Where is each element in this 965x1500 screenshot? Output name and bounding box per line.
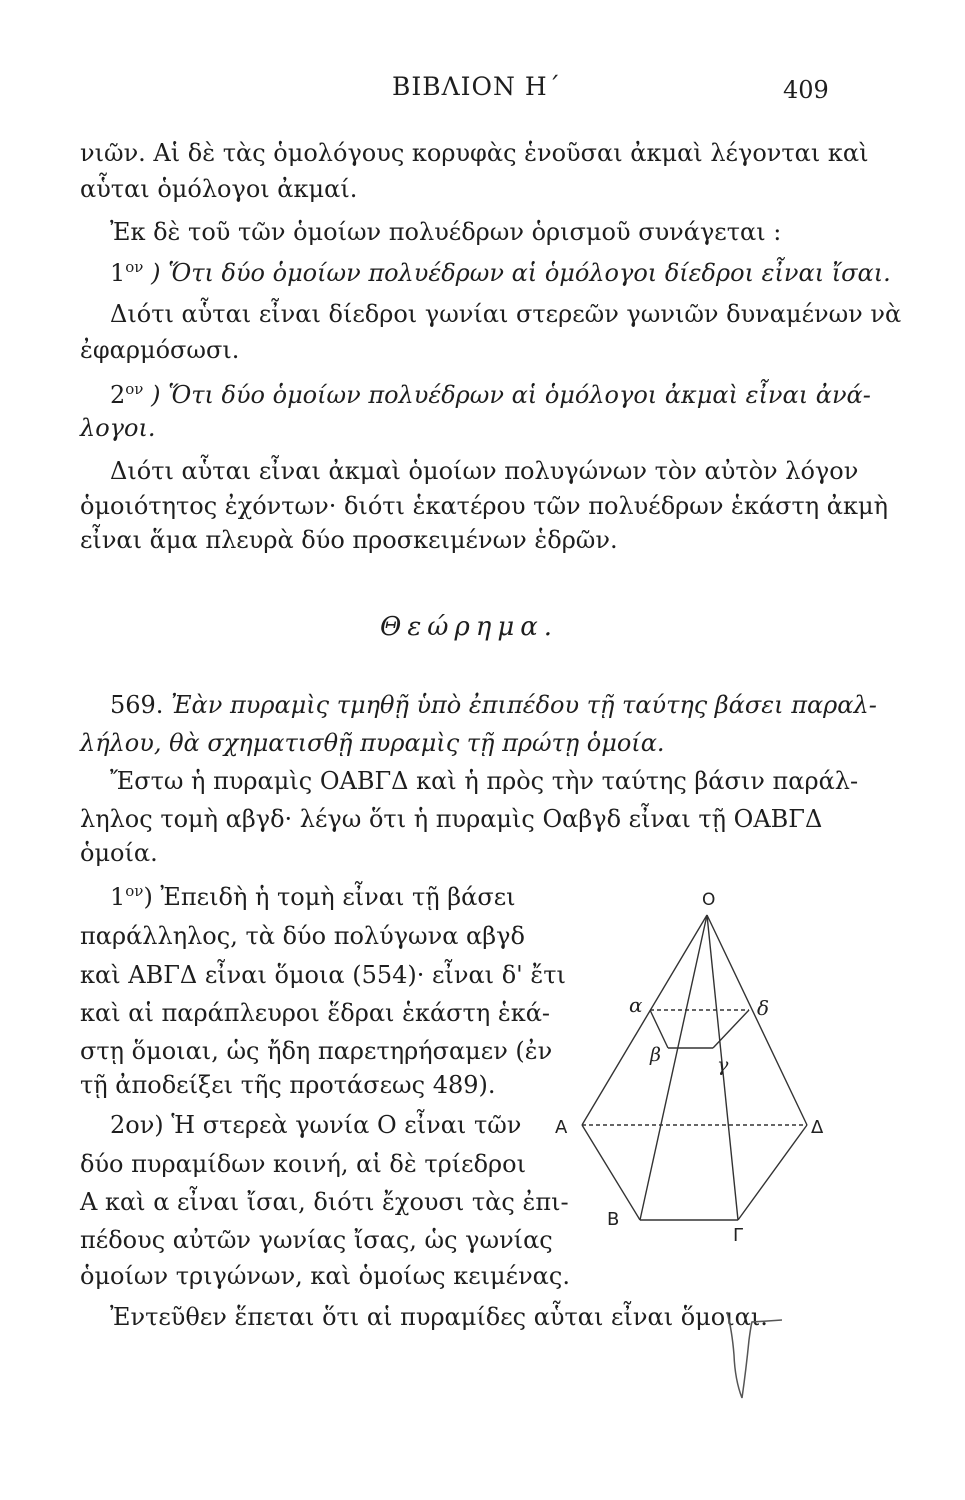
proof-2-line-3: Α καὶ α εἶναι ἴσαι, διότι ἔχουσι τὰς ἐπι- bbox=[80, 1188, 569, 1216]
point-2-statement-line-2: λογοι. bbox=[80, 414, 156, 442]
theorem-statement-line-1 bbox=[110, 690, 877, 720]
page-header bbox=[0, 70, 965, 110]
theorem-heading: Θεώρημα. bbox=[380, 612, 559, 642]
point-2-statement-line-1 bbox=[110, 380, 871, 410]
label-D: Δ bbox=[811, 1117, 824, 1138]
label-B: Β bbox=[607, 1209, 620, 1230]
proof-1-ordinal: ον bbox=[125, 882, 144, 900]
label-beta: β bbox=[650, 1044, 661, 1066]
point-1-statement bbox=[110, 258, 891, 288]
point-2-text: ) Ὅτι δύο ὁμοίων πολυέδρων αἱ ὁμόλογοι ἀκμαὶ εἶναι ἀνά- bbox=[151, 381, 871, 409]
proof-1-line-3: καὶ ΑΒΓΔ εἶναι ὅμοια (554)· εἶναι δ' ἔτι bbox=[80, 961, 566, 989]
label-A: Α bbox=[555, 1117, 568, 1138]
point-2-proof-line-2: ὁμοιότητος ἐχόντων· διότι ἑκατέρου τῶν πολυέδρων ἑκάστη ἀκμὴ bbox=[80, 492, 888, 520]
point-2-proof-line-3: εἶναι ἅμα πλευρὰ δύο προσκειμένων ἑδρῶν. bbox=[80, 526, 618, 554]
label-alpha: α bbox=[629, 993, 643, 1017]
intro-line-1: νιῶν. Αἱ δὲ τὰς ὁμολόγους κορυφὰς ἑνοῦσαι ἀκμαὶ λέγονται καὶ bbox=[80, 139, 869, 167]
proof-2-line-2: δύο πυραμίδων κοινή, αἱ δὲ τρίεδροι bbox=[80, 1150, 526, 1178]
intro-line-2: αὗται ὁμόλογοι ἀκμαί. bbox=[80, 175, 358, 203]
page-number: 409 bbox=[783, 76, 829, 104]
proof-1-line-2: παράλληλος, τὰ δύο πολύγωνα αβγδ bbox=[80, 922, 525, 950]
theorem-setup-line-3: ὁμοία. bbox=[80, 839, 158, 867]
point-2-proof-line-1: Διότι αὗται εἶναι ἀκμαὶ ὁμοίων πολυγώνων τὸν αὐτὸν λόγον bbox=[110, 457, 859, 485]
proof-1-text: ) Ἐπειδὴ ἡ τομὴ εἶναι τῇ βάσει bbox=[143, 883, 516, 911]
point-1-number: 1 bbox=[110, 259, 126, 287]
proof-1-line-1 bbox=[110, 882, 516, 912]
proof-1-line-6: τῇ ἀποδείξει τῆς προτάσεως 489). bbox=[80, 1071, 496, 1099]
label-apex: O bbox=[702, 890, 716, 910]
proof-2-line-4: πέδους αὐτῶν γωνίας ἴσας, ὡς γωνίας bbox=[80, 1226, 553, 1254]
theorem-statement-text: Ἐὰν πυραμὶς τμηθῇ ὑπὸ ἐπιπέδου τῇ ταύτης βάσει παραλ- bbox=[171, 691, 877, 719]
label-gamma: γ bbox=[717, 1054, 729, 1076]
conclusion-line: Ἐντεῦθεν ἕπεται ὅτι αἱ πυραμίδες αὗται εἶναι ὅμοιαι. bbox=[110, 1303, 768, 1331]
point-1-proof-line-1: Διότι αὗται εἶναι δίεδροι γωνίαι στερεῶν γωνιῶν δυναμένων νὰ bbox=[110, 300, 902, 328]
proof-1-line-5: στῃ ὅμοιαι, ὡς ἤδη παρετηρήσαμεν (ἐν bbox=[80, 1037, 553, 1065]
end-of-proof-mark bbox=[722, 1310, 792, 1400]
point-1-ordinal: ον bbox=[125, 258, 144, 276]
intro-line-3: Ἐκ δὲ τοῦ τῶν ὁμοίων πολυέδρων ὁρισμοῦ συνάγεται : bbox=[110, 218, 782, 246]
proof-2-line-1: 2ον) Ἡ στερεὰ γωνία Ο εἶναι τῶν bbox=[110, 1111, 522, 1139]
label-G: Γ bbox=[733, 1225, 744, 1246]
theorem-setup-line-1: Ἔστω ἡ πυραμὶς ΟΑΒΓΔ καὶ ἡ πρὸς τὴν ταύτης βάσιν παράλ- bbox=[110, 767, 859, 795]
pyramid-figure bbox=[545, 885, 840, 1275]
section-ab bbox=[650, 1010, 668, 1048]
base-GD bbox=[738, 1125, 807, 1220]
theorem-number: 569. bbox=[110, 691, 164, 719]
edge-OD bbox=[707, 915, 807, 1125]
label-delta: δ bbox=[757, 996, 770, 1020]
proof-2-line-5: ὁμοίων τριγώνων, καὶ ὁμοίως κειμένας. bbox=[80, 1262, 570, 1290]
edge-OB bbox=[640, 915, 707, 1220]
running-title: ΒΙΒΛΙΟΝ Η΄ bbox=[392, 72, 562, 101]
theorem-statement-line-2: λήλου, θὰ σχηματισθῇ πυραμὶς τῇ πρώτῃ ὁμοία. bbox=[80, 729, 665, 757]
point-1-text: ) Ὅτι δύο ὁμοίων πολυέδρων αἱ ὁμόλογοι δίεδροι εἶναι ἴσαι. bbox=[151, 259, 891, 287]
base-AB bbox=[582, 1125, 640, 1220]
point-1-proof-line-2: ἐφαρμόσωσι. bbox=[80, 336, 240, 364]
proof-1-number: 1 bbox=[110, 883, 126, 911]
point-2-number: 2 bbox=[110, 381, 126, 409]
edge-OA bbox=[582, 915, 707, 1125]
proof-1-line-4: καὶ αἱ παράπλευροι ἕδραι ἑκάστη ἑκά- bbox=[80, 999, 551, 1027]
point-2-ordinal: ον bbox=[125, 380, 144, 398]
theorem-setup-line-2: ληλος τομὴ αβγδ· λέγω ὅτι ἡ πυραμὶς Οαβγδ εἶναι τῇ ΟΑΒΓΔ bbox=[80, 805, 823, 833]
